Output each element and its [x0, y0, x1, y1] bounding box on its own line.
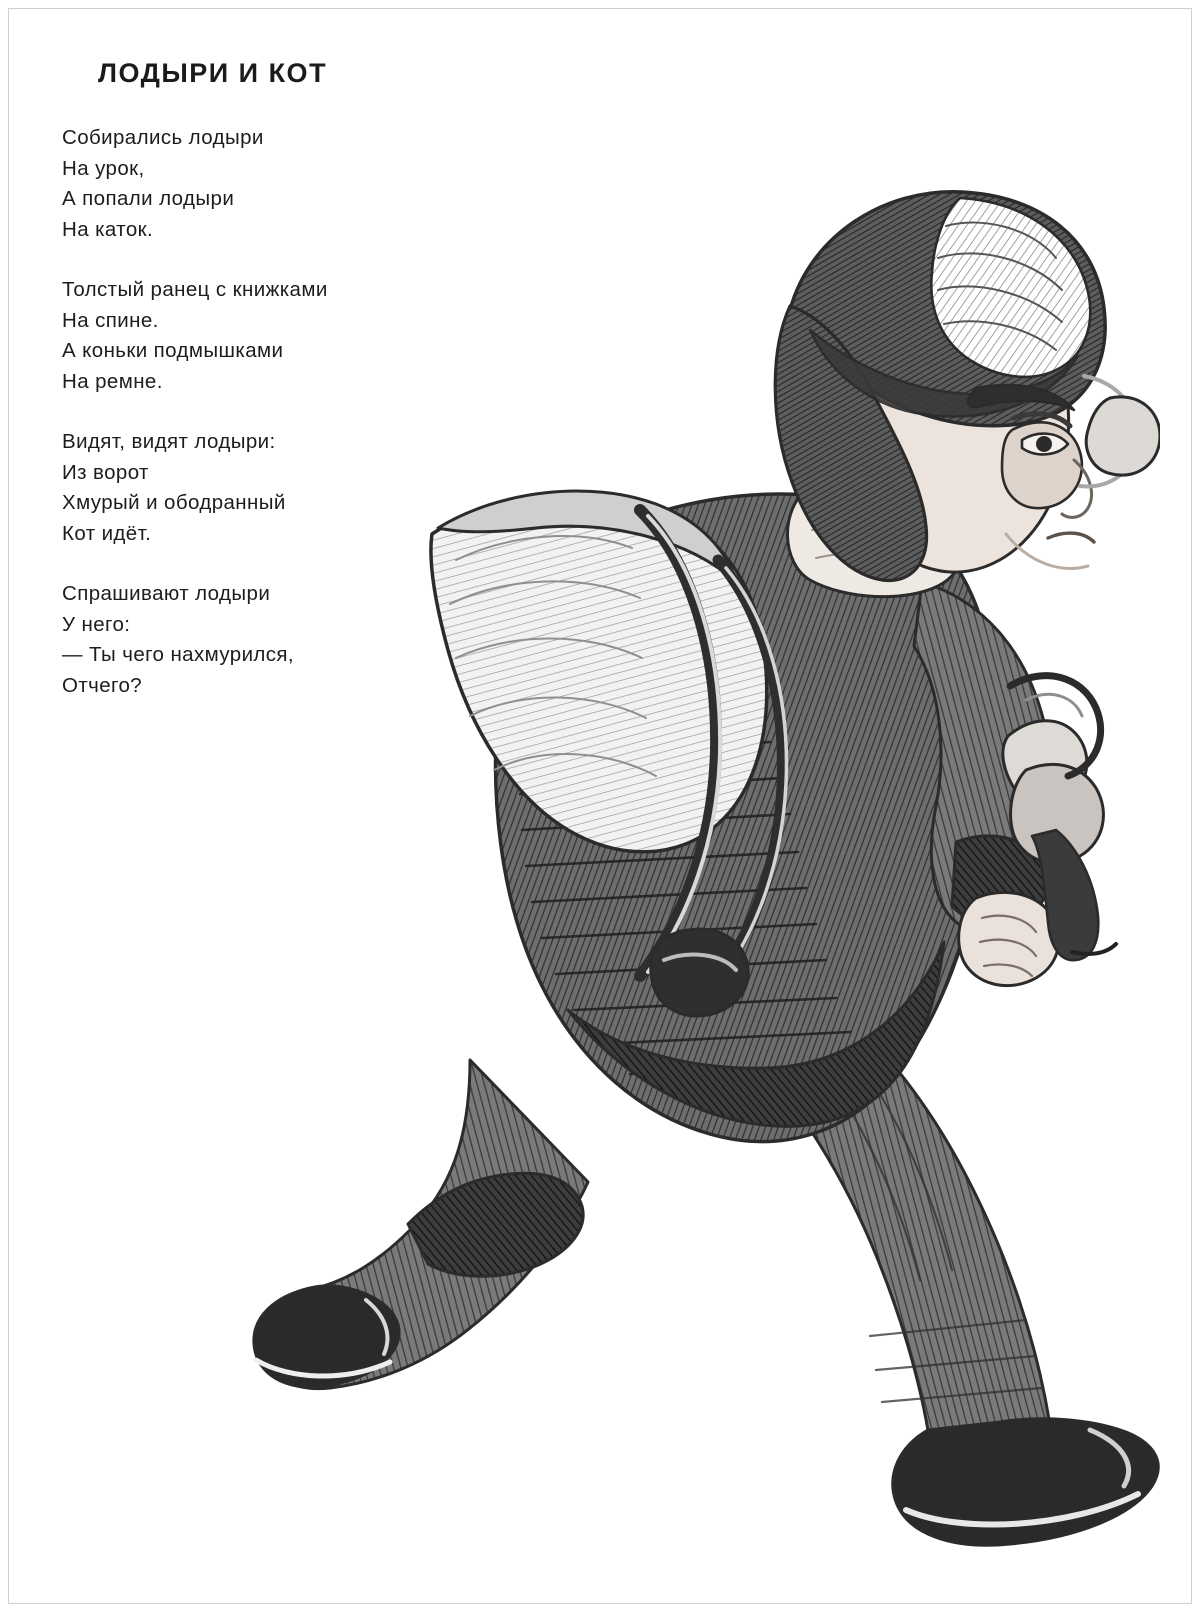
poem-line: Спрашивают лодыри: [62, 582, 271, 605]
poem-line: На спине.: [62, 308, 159, 332]
poem-line: Видят, видят лодыри:: [62, 430, 276, 453]
poem-line: На урок,: [62, 156, 145, 180]
poem-line: Из ворот: [62, 460, 149, 484]
running-boy-illustration: [170, 130, 1160, 1550]
poem-line: А попали лодыри: [62, 187, 235, 210]
poem-line: У него:: [62, 612, 131, 636]
poem-line: На каток.: [62, 217, 154, 241]
poem-line: Хмурый и ободранный: [62, 491, 286, 514]
poem-line: Собирались лодыри: [62, 126, 264, 149]
poem-line: — Ты чего нахмурился,: [62, 643, 295, 666]
poem-line: Толстый ранец с книжками: [62, 278, 328, 301]
poem-line: Отчего?: [62, 673, 143, 697]
page-title: ЛОДЫРИ И КОТ: [98, 58, 328, 88]
poem-line: А коньки подмышками: [62, 339, 284, 362]
poem-line: На ремне.: [62, 369, 163, 393]
poem-line: Кот идёт.: [62, 521, 152, 545]
